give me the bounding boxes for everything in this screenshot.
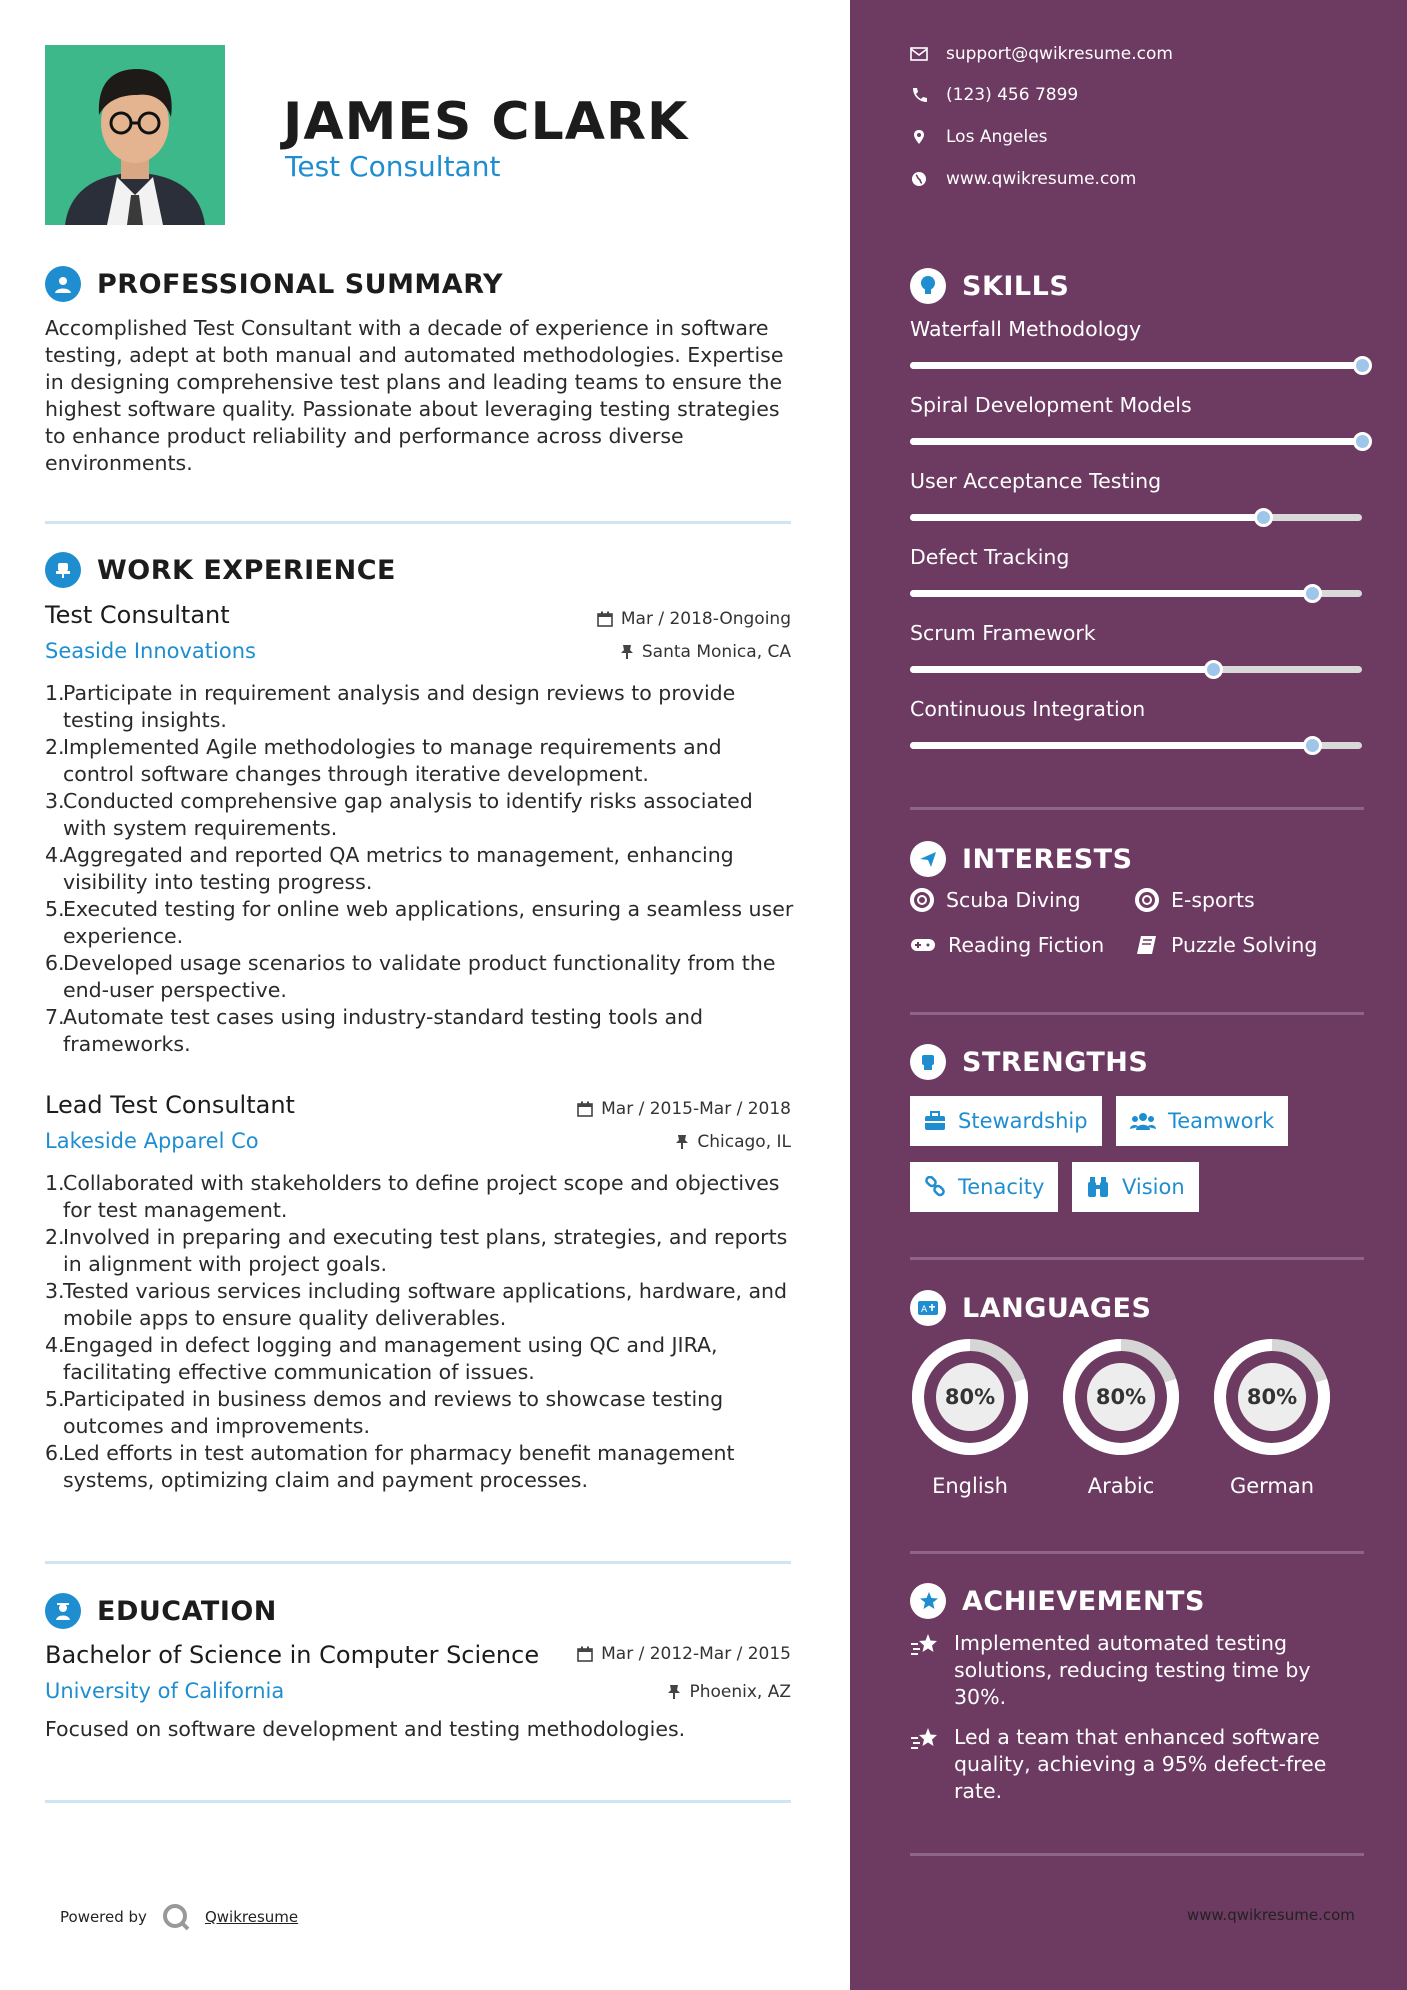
- skill-bar-knob: [1353, 356, 1372, 375]
- divider: [910, 1257, 1364, 1260]
- language-ring: [1060, 1336, 1182, 1458]
- job-location: Santa Monica, CA: [620, 642, 791, 662]
- list-text: Executed testing for online web applications, ensuring a seamless user experience.: [63, 897, 794, 948]
- skill-bar-fill: [910, 438, 1362, 445]
- shooting-star-icon: [910, 1726, 940, 1752]
- lightbulb-icon: [910, 268, 946, 304]
- list-number: 2.: [45, 1225, 65, 1249]
- skill-bar: [910, 666, 1362, 673]
- list-item: [45, 1440, 795, 1494]
- globe-icon: [910, 171, 928, 187]
- list-number: 5.: [45, 1387, 65, 1411]
- list-item: [45, 950, 795, 1004]
- strength-badge: Teamwork: [1116, 1096, 1288, 1146]
- school: University of California: [45, 1679, 285, 1703]
- language-percent: 80%: [1095, 1385, 1147, 1409]
- education-description: Focused on software development and testing methodologies.: [45, 1717, 686, 1741]
- job-title: Test Consultant: [45, 601, 230, 629]
- profile-photo: [45, 45, 225, 225]
- list-text: Conducted comprehensive gap analysis to identify risks associated with system requirements.: [63, 789, 753, 840]
- envelope-icon: [910, 47, 928, 61]
- skill-bar: [910, 590, 1362, 597]
- job-title: Lead Test Consultant: [45, 1091, 295, 1119]
- contact-location: Los Angeles: [910, 127, 1048, 147]
- list-text: Tested various services including software applications, hardware, and mobile apps to ensure quality deliverables.: [63, 1279, 788, 1330]
- life-ring-icon: [1135, 888, 1159, 912]
- divider: [910, 1551, 1364, 1554]
- pushpin-icon: [675, 1134, 689, 1150]
- interest-item: Reading Fiction: [910, 933, 1104, 957]
- list-number: 7.: [45, 1005, 65, 1029]
- skill-bar-fill: [910, 590, 1312, 597]
- list-item: [45, 1278, 795, 1332]
- paper-plane-icon: [910, 841, 946, 877]
- list-number: 6.: [45, 1441, 65, 1465]
- list-text: Led efforts in test automation for pharmacy benefit management systems, optimizing claim and payment processes.: [63, 1441, 735, 1492]
- language-ring: [1211, 1336, 1333, 1458]
- skill-bar-fill: [910, 742, 1312, 749]
- calendar-icon: [577, 1646, 593, 1662]
- language-item: [909, 1336, 1031, 1498]
- users-icon: [1130, 1111, 1156, 1131]
- qwikresume-logo-icon: [161, 1902, 191, 1932]
- language-name: English: [932, 1474, 1008, 1498]
- list-text: Involved in preparing and executing test plans, strategies, and reports in alignment with project goals.: [63, 1225, 788, 1276]
- education-dates: Mar / 2012-Mar / 2015: [577, 1644, 791, 1664]
- skill-bar: [910, 438, 1362, 445]
- list-item: [45, 1332, 795, 1386]
- skills-heading: SKILLS: [910, 268, 1069, 304]
- divider: [45, 1800, 791, 1803]
- job-location: Chicago, IL: [675, 1132, 791, 1152]
- achievements-heading: ACHIEVEMENTS: [910, 1583, 1205, 1619]
- map-marker-icon: [910, 129, 928, 145]
- calendar-icon: [597, 611, 613, 627]
- binoculars-icon: [1086, 1176, 1110, 1198]
- list-text: Automate test cases using industry-standard testing tools and frameworks.: [63, 1005, 704, 1056]
- divider: [910, 807, 1364, 810]
- achievement-item: Implemented automated testing solutions, reducing testing time by 30%.: [910, 1630, 1350, 1711]
- list-number: 3.: [45, 789, 65, 813]
- list-text: Collaborated with stakeholders to define project scope and objectives for test management.: [63, 1171, 780, 1222]
- candidate-name: JAMES CLARK: [283, 92, 689, 152]
- list-item: [45, 788, 795, 842]
- briefcase-icon: [924, 1111, 946, 1131]
- briefcase-chair-icon: [45, 552, 81, 588]
- list-item: [45, 842, 795, 896]
- list-number: 4.: [45, 1333, 65, 1357]
- user-icon: [45, 266, 81, 302]
- list-item: [45, 1004, 795, 1058]
- job-responsibilities: [45, 680, 795, 1058]
- list-item: [45, 1386, 795, 1440]
- summary-heading: PROFESSIONAL SUMMARY: [45, 266, 503, 302]
- list-text: Participate in requirement analysis and design reviews to provide testing insights.: [63, 681, 736, 732]
- skill-bar-knob: [1254, 508, 1273, 527]
- divider: [910, 1012, 1364, 1015]
- list-number: 5.: [45, 897, 65, 921]
- calendar-icon: [577, 1101, 593, 1117]
- language-ring: [909, 1336, 1031, 1458]
- list-item: [45, 734, 795, 788]
- list-item: [45, 680, 795, 734]
- strength-badge: Vision: [1072, 1162, 1199, 1212]
- interest-item: Scuba Diving: [910, 888, 1081, 912]
- list-number: 1.: [45, 681, 65, 705]
- link-icon: [924, 1176, 946, 1198]
- list-text: Developed usage scenarios to validate product functionality from the end-user perspective.: [63, 951, 776, 1002]
- list-number: 6.: [45, 951, 65, 975]
- contact-phone[interactable]: (123) 456 7899: [910, 85, 1078, 105]
- language-percent: 80%: [1246, 1385, 1298, 1409]
- job-company: Lakeside Apparel Co: [45, 1129, 259, 1153]
- skill-label: Defect Tracking: [910, 545, 1070, 569]
- skill-label: Continuous Integration: [910, 697, 1146, 721]
- interest-item: E-sports: [1135, 888, 1255, 912]
- divider: [45, 1561, 791, 1564]
- skill-bar-knob: [1204, 660, 1223, 679]
- gamepad-icon: [910, 935, 936, 955]
- job-dates: Mar / 2015-Mar / 2018: [577, 1099, 791, 1119]
- svg-text:A: A: [921, 1305, 928, 1315]
- interest-item: Puzzle Solving: [1135, 933, 1317, 957]
- footer-site[interactable]: www.qwikresume.com: [1187, 1906, 1355, 1924]
- experience-heading: WORK EXPERIENCE: [45, 552, 396, 588]
- list-item: [45, 896, 795, 950]
- brand-link[interactable]: Qwikresume: [204, 1908, 299, 1926]
- skill-bar-fill: [910, 362, 1362, 369]
- pushpin-icon: [667, 1684, 681, 1700]
- shooting-star-icon: [910, 1632, 940, 1658]
- skill-bar: [910, 742, 1362, 749]
- skill-label: Waterfall Methodology: [910, 317, 1142, 341]
- language-name: Arabic: [1087, 1474, 1155, 1498]
- skill-bar: [910, 514, 1362, 521]
- language-item: [1060, 1336, 1182, 1498]
- list-item: [45, 1224, 795, 1278]
- divider: [910, 1853, 1364, 1856]
- list-text: Aggregated and reported QA metrics to management, enhancing visibility into testing progress.: [63, 843, 734, 894]
- list-item: [45, 1170, 795, 1224]
- list-number: 1.: [45, 1171, 65, 1195]
- candidate-title: Test Consultant: [285, 150, 501, 183]
- list-number: 4.: [45, 843, 65, 867]
- language-name: German: [1229, 1474, 1315, 1498]
- fist-icon: [910, 1044, 946, 1080]
- list-number: 2.: [45, 735, 65, 759]
- pushpin-icon: [620, 644, 634, 660]
- list-text: Participated in business demos and reviews to showcase testing outcomes and improvements.: [63, 1387, 724, 1438]
- phone-icon: [910, 87, 928, 103]
- graduate-icon: [45, 1593, 81, 1629]
- skill-label: Spiral Development Models: [910, 393, 1192, 417]
- list-text: Engaged in defect logging and management using QC and JIRA, facilitating effective communication of issues.: [63, 1333, 718, 1384]
- translate-icon: [910, 1290, 946, 1326]
- languages-heading: A LANGUAGES: [910, 1290, 1151, 1326]
- interests-heading: INTERESTS: [910, 841, 1133, 877]
- degree: Bachelor of Science in Computer Science: [45, 1641, 540, 1669]
- skill-bar-fill: [910, 666, 1213, 673]
- education-location: Phoenix, AZ: [667, 1682, 791, 1702]
- education-heading: EDUCATION: [45, 1593, 277, 1629]
- strengths-heading: STRENGTHS: [910, 1044, 1148, 1080]
- contact-email[interactable]: support@qwikresume.com: [910, 44, 1173, 64]
- footer-powered-by: Powered by Qwikresume: [60, 1902, 298, 1932]
- job-company: Seaside Innovations: [45, 639, 256, 663]
- language-percent: 80%: [944, 1385, 996, 1409]
- strength-badge: Tenacity: [910, 1162, 1058, 1212]
- life-ring-icon: [910, 888, 934, 912]
- list-text: Implemented Agile methodologies to manage requirements and control software changes through iterative development.: [63, 735, 722, 786]
- book-icon: [1135, 934, 1159, 956]
- achievement-item: Led a team that enhanced software quality, achieving a 95% defect-free rate.: [910, 1724, 1350, 1805]
- summary-text: Accomplished Test Consultant with a decade of experience in software testing, adept at both manual and automated methodologies. Expertise in designing comprehensive test plans and leading teams to ensure the highest software quality. Passionate about leveraging testing strategies to enhance product reliability and performance across diverse environments.: [45, 316, 784, 475]
- list-number: 3.: [45, 1279, 65, 1303]
- skill-bar: [910, 362, 1362, 369]
- strength-badge: Stewardship: [910, 1096, 1102, 1146]
- skill-label: Scrum Framework: [910, 621, 1096, 645]
- skill-bar-fill: [910, 514, 1263, 521]
- job-dates: Mar / 2018-Ongoing: [597, 609, 791, 629]
- star-icon: [910, 1583, 946, 1619]
- language-item: [1211, 1336, 1333, 1498]
- job-responsibilities: [45, 1170, 795, 1494]
- contact-website[interactable]: www.qwikresume.com: [910, 169, 1136, 189]
- skill-label: User Acceptance Testing: [910, 469, 1162, 493]
- skill-bar-knob: [1353, 432, 1372, 451]
- divider: [45, 521, 791, 524]
